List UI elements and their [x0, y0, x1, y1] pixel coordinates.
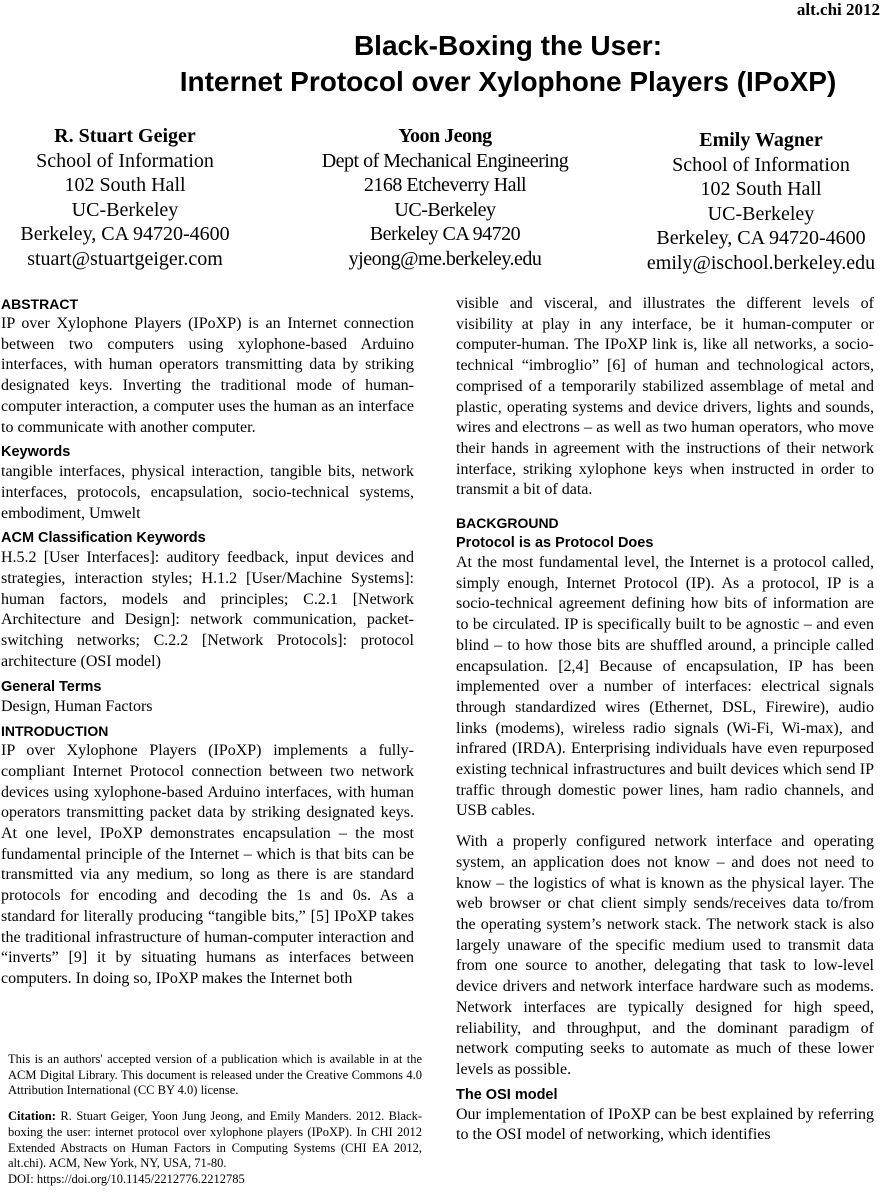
osi-text: Our implementation of IPoXP can be best explained by referring to the OSI model of networking, which identifies [456, 1105, 874, 1144]
title-line-1: Black-Boxing the User: [353, 30, 663, 61]
introduction-heading: INTRODUCTION [1, 723, 109, 740]
abstract-text: IP over Xylophone Players (IPoXP) is an Internet connection between two computers using xylophone-based Arduino interfaces, with human operators transmitting data by striking designated keys. Inverting the traditional mode of human-computer interaction, a computer uses the human as an interface to communicate with another computer. [1, 315, 414, 436]
author-affiliation: School of Information [36, 149, 214, 172]
general-terms-text: Design, Human Factors [1, 697, 153, 715]
right-column [456, 294, 874, 1146]
acm-heading: ACM Classification Keywords [1, 530, 206, 547]
osi-heading: The OSI model [456, 1086, 558, 1103]
author-affiliation: Dept of Mechanical Engineering [321, 149, 569, 172]
paper-title [130, 28, 886, 100]
author-campus: UC-Berkeley [707, 202, 815, 225]
author-campus: UC-Berkeley [394, 198, 496, 221]
general-terms-heading: General Terms [1, 678, 102, 695]
citation-text: R. Stuart Geiger, Yoon Jung Jeong, and Emily Manders. 2012. Black-boxing the user: internet protocol over xylophone players (IPoXP). In CHI 2012 Extended Abstracts on Human Factors in Computing Systems (CHI EA 2012, alt.chi). ACM, New York, NY, USA, 71-80. [8, 1109, 423, 1171]
author-email: emily@ischool.berkeley.edu [646, 251, 876, 274]
abstract-heading: ABSTRACT [1, 296, 78, 312]
acm-text: H.5.2 [User Interfaces]: auditory feedback, input devices and strategies, interaction styles; H.1.2 [User/Machine Systems]: human factors, models and principles; C.2.1 [Network Architecture and Design]: network communication, packet-switching networks; C.2.2 [Network Protocols]: protocol architecture (OSI model) [1, 549, 414, 670]
author-address: 102 South Hall [64, 174, 186, 196]
protocol-text: At the most fundamental level, the Internet is a protocol called, simply enough, Internet Protocol (IP). As a protocol, IP is a socio-technical agreement defining how bits of information are to be circulated. IP is specifically built to be agnostic – and even blind – to how those bits are shuffled around, a principle called encapsulation. [2,4] Because of encapsulation, IP has been implemented over a number of interfaces: electrical signals through standardized wires (Ethernet, DSL, Firewire), audio links (modems), wireless radio signals (Wi-Fi, Wi-max), and infrared (IRDA). Enterprising individuals have even repurposed existing technical infrastructures and built devices which send IP traffic through domestic power lines, ham radio channels, and USB cables. [456, 554, 874, 820]
author-email: yjeong@me.berkeley.edu [348, 247, 542, 270]
author-address: 102 South Hall [700, 178, 822, 200]
citation-label: Citation: [8, 1109, 56, 1124]
author-name: R. Stuart Geiger [54, 125, 196, 147]
author-3 [640, 128, 882, 275]
protocol-heading: Protocol is as Protocol Does [456, 535, 654, 552]
venue-label: alt.chi 2012 [796, 0, 880, 19]
author-city: Berkeley, CA 94720-4600 [20, 223, 230, 245]
author-address: 2168 Etcheverry Hall [363, 174, 527, 196]
introduction-text: IP over Xylophone Players (IPoXP) implements a fully-compliant Internet Protocol connection between two network devices using xylophone-based Arduino interfaces, with human operators transmitting packet data by striking designated keys. At one level, IPoXP demonstrates encapsulation – the most fundamental principle of the Internet – which is that bits can be transmitted via any medium, so long as there is are standard protocols for encoding and decoding the 1s and 0s. As a standard for literally producing “tangible bits,” [5] IPoXP takes the traditional infrastructure of human-computer interaction and “inverts” [9] it by situating humans as interfaces between computers. In doing so, IPoXP makes the Internet both [1, 742, 414, 987]
keywords-heading: Keywords [1, 444, 71, 461]
citation-note [8, 1109, 422, 1172]
author-name: Yoon Jeong [398, 125, 492, 147]
author-campus: UC-Berkeley [71, 198, 179, 221]
author-email: stuart@stuartgeiger.com [27, 247, 223, 270]
keywords-text: tangible interfaces, physical interaction, tangible bits, network interfaces, protocols, encapsulation, socio-technical systems, embodiment, Umwelt [1, 463, 414, 522]
author-name: Emily Wagner [699, 129, 823, 151]
left-column [1, 294, 414, 990]
author-city: Berkeley, CA 94720-4600 [656, 227, 866, 249]
author-2 [305, 124, 585, 271]
title-line-2: Internet Protocol over Xylophone Players (IPoXP) [179, 66, 837, 97]
author-city: Berkeley CA 94720 [369, 223, 521, 245]
background-heading: BACKGROUND [456, 515, 559, 532]
doi-link[interactable]: DOI: https://doi.org/10.1145/2212776.2212785 [8, 1171, 245, 1186]
author-1 [10, 124, 240, 271]
intro-continued-text: visible and visceral, and illustrates the different levels of visibility at play in any interface, be it human-computer or computer-human. The IPoXP link is, like all networks, a socio-technical “imbroglio” [6] of human and technological actors, comprised of a temporarily stabilized assemblage of metal and plastic, operating systems and device drivers, lights and sounds, wires and electrons – as well as two human operators, who move their hands in agreement with the instructions of their network interface, striking xylophone keys when instructed in order to transmit a bit of data. [456, 295, 874, 499]
author-affiliation: School of Information [672, 153, 850, 176]
license-note: This is an authors' accepted version of a publication which is available in at the ACM Digital Library. This document is released under the Creative Commons 4.0 Attribution International (CC BY 4.0) license. [8, 1052, 422, 1098]
footnote-box [8, 1052, 422, 1188]
network-stack-text: With a properly configured network interface and operating system, an application does not know – and does not need to know – the logistics of what is known as the physical layer. The web browser or chat client simply sends/receives data to/from the operating system’s network stack. The network stack is also largely unaware of the specific medium used to transmit data from one source to another, delegating that task to low-level device drivers and network interface hardware such as modems. Network interfaces are typically designed for high speed, reliability, and throughput, and the dominant paradigm of network computing seeks to automate as much of these lower levels as possible. [456, 833, 874, 1078]
